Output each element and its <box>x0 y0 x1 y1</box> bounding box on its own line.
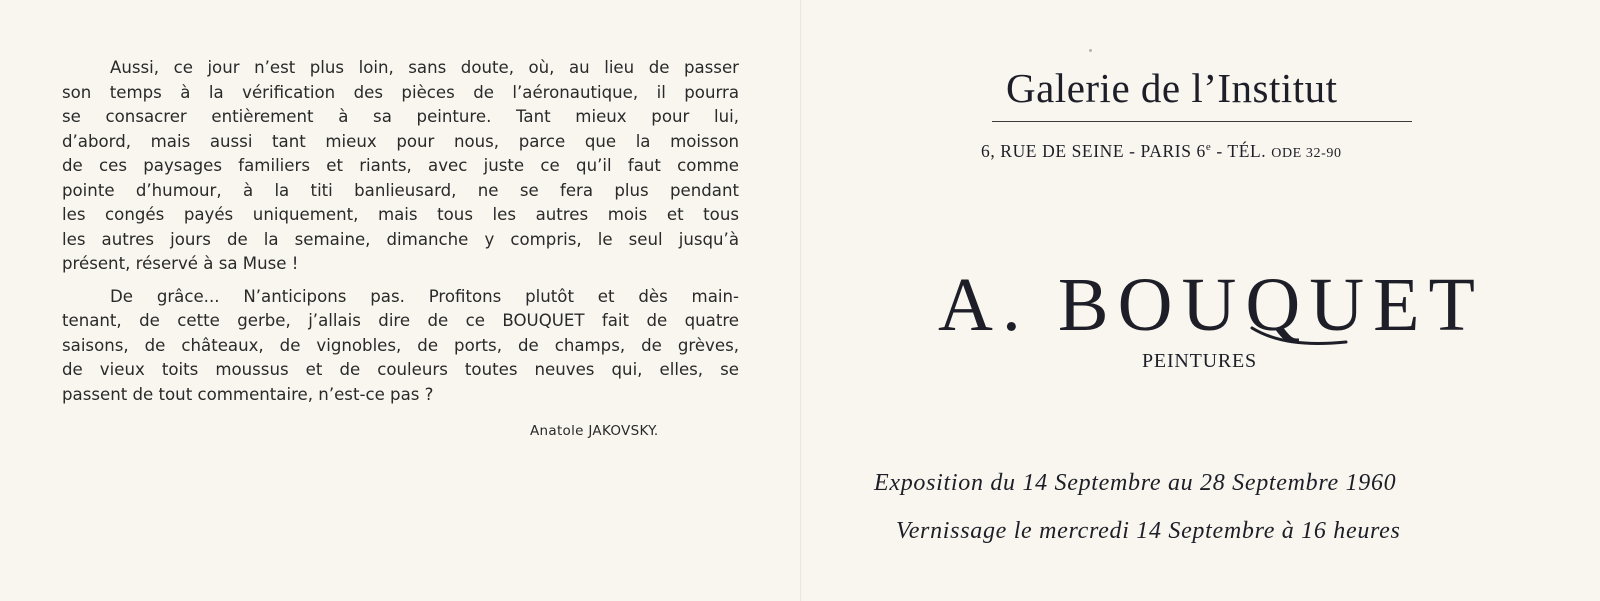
text-line: d’abord, mais aussi tant mieux pour nous, parce que la moisson <box>62 131 739 151</box>
text-line: de vieux toits moussus et de couleurs toutes neuves qui, elles, se <box>62 360 739 379</box>
swash-ornament <box>1250 320 1350 350</box>
text-line: de ces paysages familiers et riants, avec juste ce qu’il faut comme <box>62 156 739 175</box>
gallery-name: Galerie de l’Institut <box>1006 65 1338 111</box>
text-line: Aussi, ce jour n’est plus loin, sans doute, où, au lieu de passer <box>110 58 739 77</box>
gallery-address <box>981 141 1342 162</box>
text-line: pointe d’humour, à la titi banlieusard, ne se fera plus pendant <box>62 180 739 200</box>
card-fold <box>800 0 802 601</box>
text-line: saisons, de châteaux, de vignobles, de ports, de champs, de grèves, <box>62 335 739 355</box>
text-line: tenant, de cette gerbe, j’allais dire de ce BOUQUET fait de quatre <box>62 311 739 330</box>
text-line: les congés payés uniquement, mais tous les autres mois et tous <box>62 205 739 224</box>
text-line: se consacrer entièrement à sa peinture. Tant mieux pour lui, <box>62 107 739 126</box>
paragraph-1 <box>62 56 739 277</box>
text-line: passent de tout commentaire, n’est-ce pas ? <box>62 384 434 404</box>
vernissage-date: Vernissage le mercredi 14 Septembre à 16 heures <box>896 518 1401 544</box>
artist-name: A. BOUQUET <box>938 263 1484 347</box>
paper-speck <box>1089 49 1092 52</box>
text-line: De grâce... N’anticipons pas. Profitons plutôt et dès main- <box>110 286 739 306</box>
address-arrondissement-suffix: e <box>1205 141 1212 154</box>
address-phone-prefix: - TÉL. <box>1211 141 1272 161</box>
text-line: présent, réservé à sa Muse ! <box>62 254 299 273</box>
text-line: son temps à la vérification des pièces de l’aéronautique, il pourra <box>62 82 739 102</box>
author-signature: Anatole JAKOVSKY. <box>530 423 659 439</box>
address-phone: ODE 32-90 <box>1271 146 1342 161</box>
left-panel-text <box>62 56 739 411</box>
text-line: les autres jours de la semaine, dimanche y compris, le seul jusqu’à <box>62 229 739 249</box>
exhibition-dates: Exposition du 14 Septembre au 28 Septembre 1960 <box>874 470 1397 496</box>
address-street: 6, RUE DE SEINE - PARIS 6 <box>981 141 1206 161</box>
paragraph-2 <box>62 285 739 408</box>
subtitle: PEINTURES <box>1142 350 1257 372</box>
title-rule <box>992 121 1412 122</box>
